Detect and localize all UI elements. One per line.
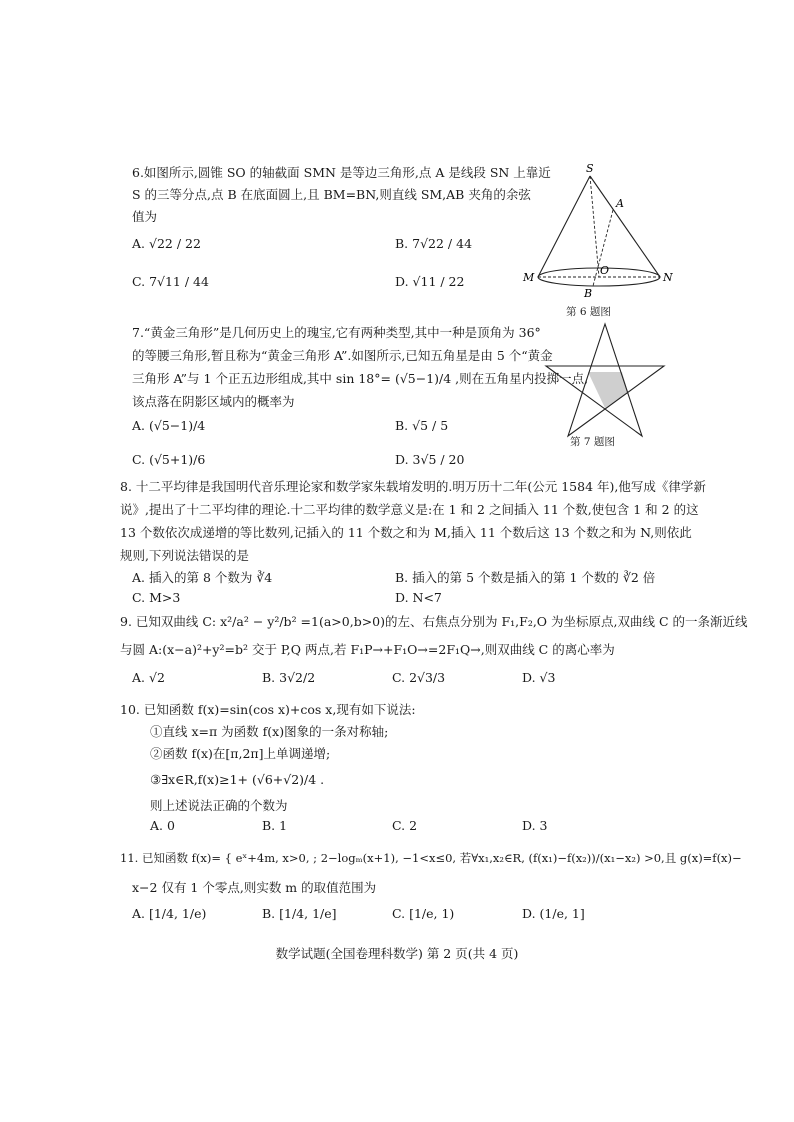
q11-option-a: A. [1/4, 1/e) xyxy=(132,906,207,921)
q11-option-c: C. [1/e, 1) xyxy=(392,906,455,921)
q10-option-c: C. 2 xyxy=(392,818,418,833)
label-m: M xyxy=(523,271,535,284)
q11-stem-line2: x−2 仅有 1 个零点,则实数 m 的取值范围为 xyxy=(132,880,377,895)
q9-option-a: A. √2 xyxy=(132,670,165,685)
q9-stem-line2: 与圆 A:(x−a)²+y²=b² 交于 P,Q 两点,若 F₁P→+F₁O→=2F₁Q→,则双曲线 C 的离心率为 xyxy=(120,642,615,657)
q11-option-b: B. [1/4, 1/e] xyxy=(262,906,337,921)
q8-stem-line4: 规则,下列说法错误的是 xyxy=(120,548,249,563)
page-footer: 数学试题(全国卷理科数学) 第 2 页(共 4 页) xyxy=(275,946,519,961)
q9-stem-line1: 9. 已知双曲线 C: x²/a² − y²/b² =1(a>0,b>0)的左、右焦点分别为 F₁,F₂,O 为坐标原点,双曲线 C 的一条渐近线 xyxy=(120,614,748,629)
q8-stem-line1: 8. 十二平均律是我国明代音乐理论家和数学家朱载堉发明的.明万历十二年(公元 1584 年),他写成《律学新 xyxy=(120,479,706,494)
q10-statement-2: ②函数 f(x)在[π,2π]上单调递增; xyxy=(150,746,331,761)
q11-stem-line1: 11. 已知函数 f(x)= { eˣ+4m, x>0, ; 2−logₘ(x+1), −1<x≤0, 若∀x₁,x₂∈R, (f(x₁)−f(x₂))/(x₁−x₂) >0,且 g(x)=f(x)− xyxy=(120,851,742,865)
q8-option-c: C. M>3 xyxy=(132,590,181,605)
q6-option-a: A. √22 / 22 xyxy=(132,236,201,251)
q6-option-b: B. 7√22 / 44 xyxy=(395,236,473,251)
q10-statement-1: ①直线 x=π 为函数 f(x)图象的一条对称轴; xyxy=(150,724,389,739)
q8-stem-line3: 13 个数依次成递增的等比数列,记插入的 11 个数之和为 M,插入 11 个数后这 13 个数之和为 N,则依此 xyxy=(120,525,692,540)
q7-option-b: B. √5 / 5 xyxy=(395,418,449,433)
label-b: B xyxy=(584,287,593,300)
q11-option-d: D. (1/e, 1] xyxy=(522,906,585,921)
q6-stem-line2: S 的三等分点,点 B 在底面圆上,且 BM=BN,则直线 SM,AB 夹角的余弦 xyxy=(132,187,531,202)
q10-question: 则上述说法正确的个数为 xyxy=(150,798,288,813)
q7-stem-line2: 的等腰三角形,暂且称为“黄金三角形 A”.如图所示,已知五角星是由 5 个“黄金 xyxy=(132,348,553,363)
q7-stem-line4: 该点落在阴影区域内的概率为 xyxy=(132,394,295,409)
q9-option-d: D. √3 xyxy=(522,670,556,685)
q7-stem-line1: 7.“黄金三角形”是几何历史上的瑰宝,它有两种类型,其中一种是顶角为 36° xyxy=(132,325,541,340)
figure6-caption: 第 6 题图 xyxy=(566,306,611,318)
label-n: N xyxy=(663,271,673,284)
q6-stem-line1: 6.如图所示,圆锥 SO 的轴截面 SMN 是等边三角形,点 A 是线段 SN 上靠近 xyxy=(132,165,551,180)
figure7-caption: 第 7 题图 xyxy=(570,436,615,448)
q7-option-c: C. (√5+1)/6 xyxy=(132,452,206,467)
label-a: A xyxy=(616,197,624,210)
q10-option-b: B. 1 xyxy=(262,818,288,833)
cone-figure xyxy=(520,160,680,300)
q8-option-d: D. N<7 xyxy=(395,590,442,605)
shaded-region xyxy=(588,372,628,408)
q9-option-b: B. 3√2/2 xyxy=(262,670,316,685)
q7-stem-line3: 三角形 A”与 1 个正五边形组成,其中 sin 18°= (√5−1)/4 ,则在五角星内投掷一点, xyxy=(132,371,589,386)
q10-stem: 10. 已知函数 f(x)=sin(cos x)+cos x,现有如下说法: xyxy=(120,702,416,717)
q9-option-c: C. 2√3/3 xyxy=(392,670,446,685)
q10-statement-3: ③∃x∈R,f(x)≥1+ (√6+√2)/4 . xyxy=(150,772,325,787)
q8-stem-line2: 说》,提出了十二平均律的理论.十二平均律的数学意义是:在 1 和 2 之间插入 11 个数,使包含 1 和 2 的这 xyxy=(120,502,699,517)
label-s: S xyxy=(586,162,594,175)
q7-option-d: D. 3√5 / 20 xyxy=(395,452,465,467)
q10-option-a: A. 0 xyxy=(150,818,175,833)
star-figure xyxy=(540,320,670,440)
label-o: O xyxy=(600,264,610,277)
q10-option-d: D. 3 xyxy=(522,818,548,833)
q8-option-b: B. 插入的第 5 个数是插入的第 1 个数的 ∛2 倍 xyxy=(395,570,656,585)
q8-option-a: A. 插入的第 8 个数为 ∛4 xyxy=(132,570,273,585)
q6-option-d: D. √11 / 22 xyxy=(395,274,465,289)
q7-option-a: A. (√5−1)/4 xyxy=(132,418,206,433)
q6-option-c: C. 7√11 / 44 xyxy=(132,274,209,289)
q6-stem-line3: 值为 xyxy=(132,209,158,224)
